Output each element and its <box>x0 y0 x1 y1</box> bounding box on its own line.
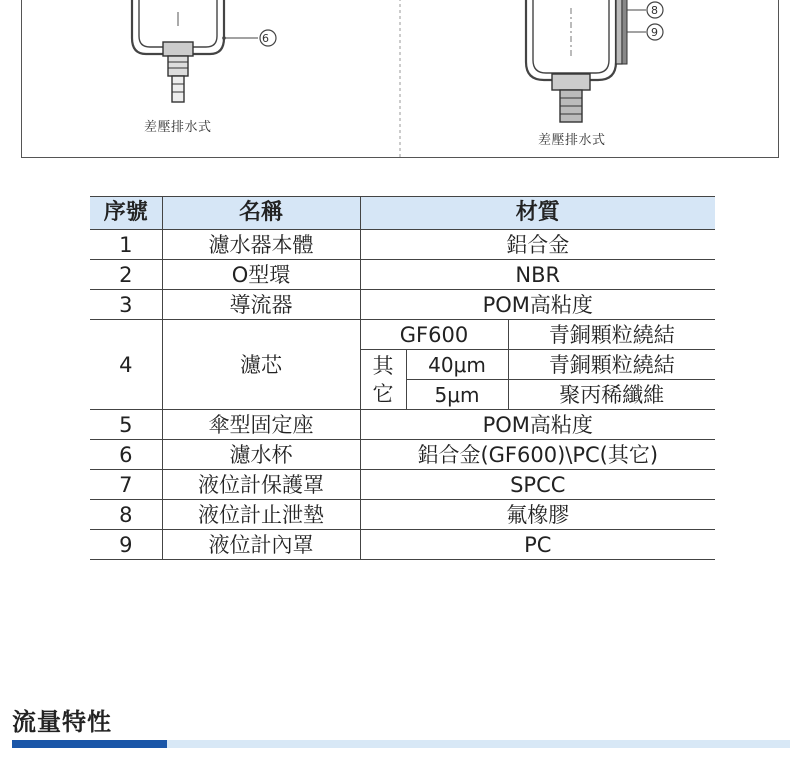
row-number: 3 <box>90 290 162 320</box>
table-row <box>90 230 715 260</box>
row-part-name: 濾芯 <box>162 320 360 410</box>
filter-size: 5μm <box>406 380 508 410</box>
row-part-name: 液位計內罩 <box>162 530 360 560</box>
row-number: 4 <box>90 320 162 410</box>
table-row <box>90 500 715 530</box>
right-diagram-caption: 差壓排水式 <box>538 133 606 148</box>
row-part-name: 液位計保護罩 <box>162 470 360 500</box>
filter-size: 40μm <box>406 350 508 380</box>
section-underline-bar <box>12 740 790 748</box>
row-material: NBR <box>360 260 715 290</box>
row-material: 氟橡膠 <box>360 500 715 530</box>
row-part-name: 濾水器本體 <box>162 230 360 260</box>
row-number: 6 <box>90 440 162 470</box>
row-material: 鋁合金 <box>360 230 715 260</box>
row-material: SPCC <box>360 470 715 500</box>
row-number: 1 <box>90 230 162 260</box>
table-row <box>90 290 715 320</box>
header-material: 材質 <box>360 197 715 230</box>
left-filter-bowl <box>132 0 258 102</box>
parts-material-table <box>90 196 715 560</box>
row-part-name: 導流器 <box>162 290 360 320</box>
section-underline-accent <box>12 740 167 748</box>
section-title: 流量特性 <box>12 708 112 736</box>
row-part-name: O型環 <box>162 260 360 290</box>
table-row <box>90 530 715 560</box>
filter-gf-label: GF600 <box>360 320 508 350</box>
row-material: 鋁合金(GF600)\PC(其它) <box>360 440 715 470</box>
right-filter-bowl <box>526 0 646 122</box>
filter-cross-section-drawing <box>22 0 780 158</box>
exploded-diagram-panel <box>21 0 779 158</box>
row-material: POM高粘度 <box>360 410 715 440</box>
table-row <box>90 440 715 470</box>
row-number: 8 <box>90 500 162 530</box>
row-number: 2 <box>90 260 162 290</box>
filter-size-material: 青銅顆粒繞結 <box>508 350 715 380</box>
table-row <box>90 410 715 440</box>
callout-9-label: 9 <box>651 26 659 39</box>
table-row-filter <box>90 320 715 350</box>
row-part-name: 傘型固定座 <box>162 410 360 440</box>
filter-size-material: 聚丙稀纖維 <box>508 380 715 410</box>
row-number: 7 <box>90 470 162 500</box>
row-material: PC <box>360 530 715 560</box>
table-row <box>90 470 715 500</box>
row-part-name: 濾水杯 <box>162 440 360 470</box>
row-number: 5 <box>90 410 162 440</box>
left-diagram-caption: 差壓排水式 <box>144 120 212 135</box>
callout-8-label: 8 <box>651 4 659 17</box>
callout-6-label: 6 <box>262 32 270 45</box>
filter-gf-material: 青銅顆粒繞結 <box>508 320 715 350</box>
row-number: 9 <box>90 530 162 560</box>
filter-other-label: 其它 <box>360 350 406 410</box>
header-number: 序號 <box>90 197 162 230</box>
row-material: POM高粘度 <box>360 290 715 320</box>
table-header-row <box>90 197 715 230</box>
row-part-name: 液位計止泄墊 <box>162 500 360 530</box>
table-row <box>90 260 715 290</box>
header-name: 名稱 <box>162 197 360 230</box>
